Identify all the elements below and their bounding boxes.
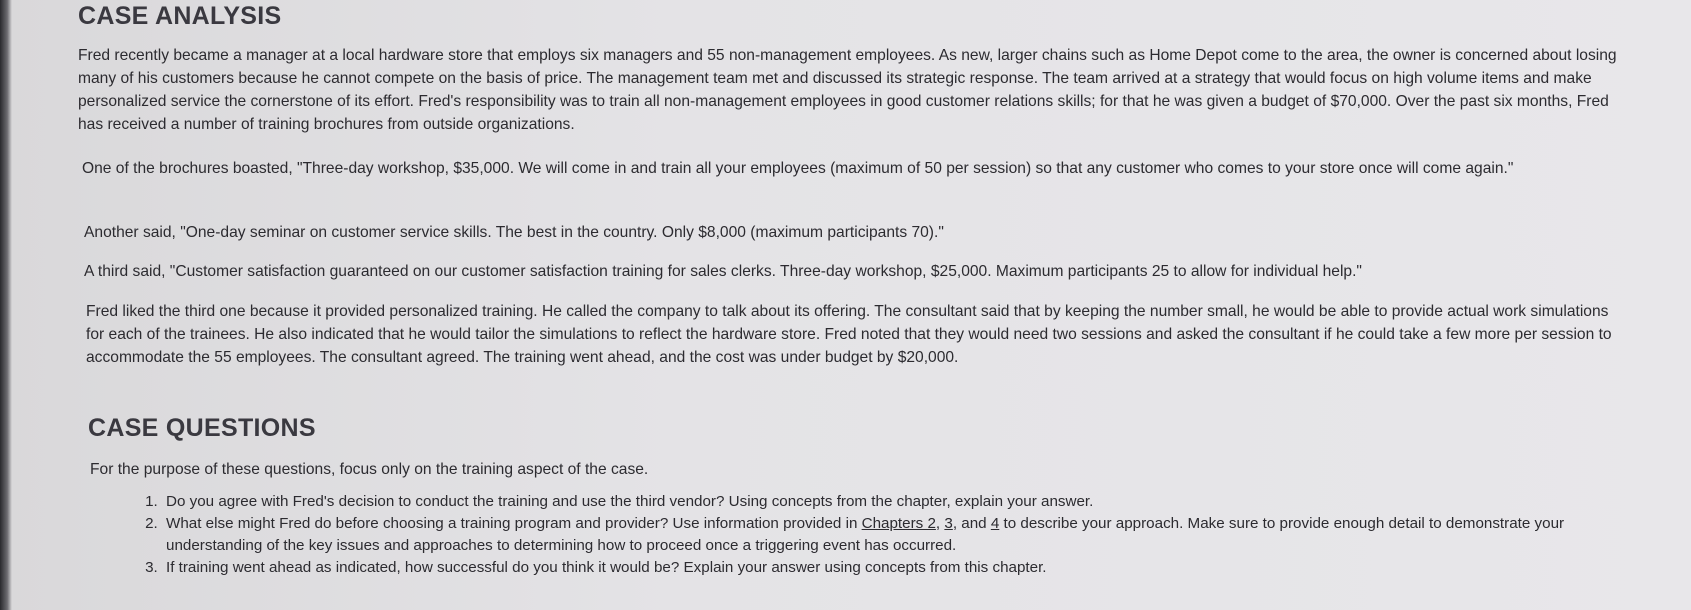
case-analysis-heading: CASE ANALYSIS — [78, 2, 282, 30]
question-2-text-after: to describe your approach. Make sure to provide enough detail to demonstrate your understanding of the key issues and approaches to determining how to proceed once a triggering event has occurred. — [166, 515, 1565, 554]
question-1 — [162, 491, 1662, 513]
chapter-2-link[interactable]: Chapters 2 — [861, 515, 936, 532]
question-2-separator-2: , and — [952, 515, 991, 532]
question-2-separator-1: , — [935, 515, 945, 532]
case-paragraph-3: Another said, "One-day seminar on customer service skills. The best in the country. Only $8,000 (maximum participants 70)." — [84, 224, 944, 241]
question-3-text: If training went ahead as indicated, how successful do you think it would be? Explain your answer using concepts from this chapter. — [166, 559, 1047, 576]
case-questions-heading: CASE QUESTIONS — [88, 414, 316, 442]
question-2 — [162, 513, 1662, 557]
case-paragraph-2: One of the brochures boasted, "Three-day workshop, $35,000. We will come in and train all your employees (maximum of 50 per session) so that any customer who comes to your store once will come again." — [82, 160, 1514, 177]
question-1-text: Do you agree with Fred's decision to conduct the training and use the third vendor? Using concepts from the chapter, explain your answer. — [166, 493, 1094, 510]
question-3 — [162, 557, 1662, 579]
case-paragraph-5: Fred liked the third one because it provided personalized training. He called the company to talk about its offering. The consultant said that by keeping the number small, he would be able to provide actual work simulations for each of the trainees. He also indicated that he would tailor the simulations to reflect the hardware store. Fred noted that they would need two sessions and asked the consultant if he could take a few more per session to accommodate the 55 employees. The consultant agreed. The training went ahead, and the cost was under budget by $20,000. — [86, 303, 1612, 366]
case-paragraph-4: A third said, "Customer satisfaction guaranteed on our customer satisfaction training for sales clerks. Three-day workshop, $25,000. Maximum participants 25 to allow for individual help." — [84, 263, 1362, 280]
chapter-4-link[interactable]: 4 — [990, 515, 1000, 532]
case-paragraph-1: Fred recently became a manager at a local hardware store that employs six managers and 55 non-management employees. As new, larger chains such as Home Depot come to the area, the owner is concerned about losing many of his customers because he cannot compete on the basis of price. The management team met and discussed its strategic response. The team arrived at a strategy that would focus on high volume items and make personalized service the cornerstone of its effort. Fred's responsibility was to train all non-management employees in good customer relations skills; for that he was given a budget of $70,000. Over the past six months, Fred has received a number of training brochures from outside organizations. — [78, 47, 1617, 133]
questions-intro: For the purpose of these questions, focus only on the training aspect of the case. — [90, 461, 649, 478]
screen-edge-shadow — [0, 0, 12, 610]
question-2-text-before: What else might Fred do before choosing a training program and provider? Use information provided in — [166, 515, 862, 532]
chapter-3-link[interactable]: 3 — [944, 515, 953, 532]
questions-list — [118, 491, 1662, 579]
